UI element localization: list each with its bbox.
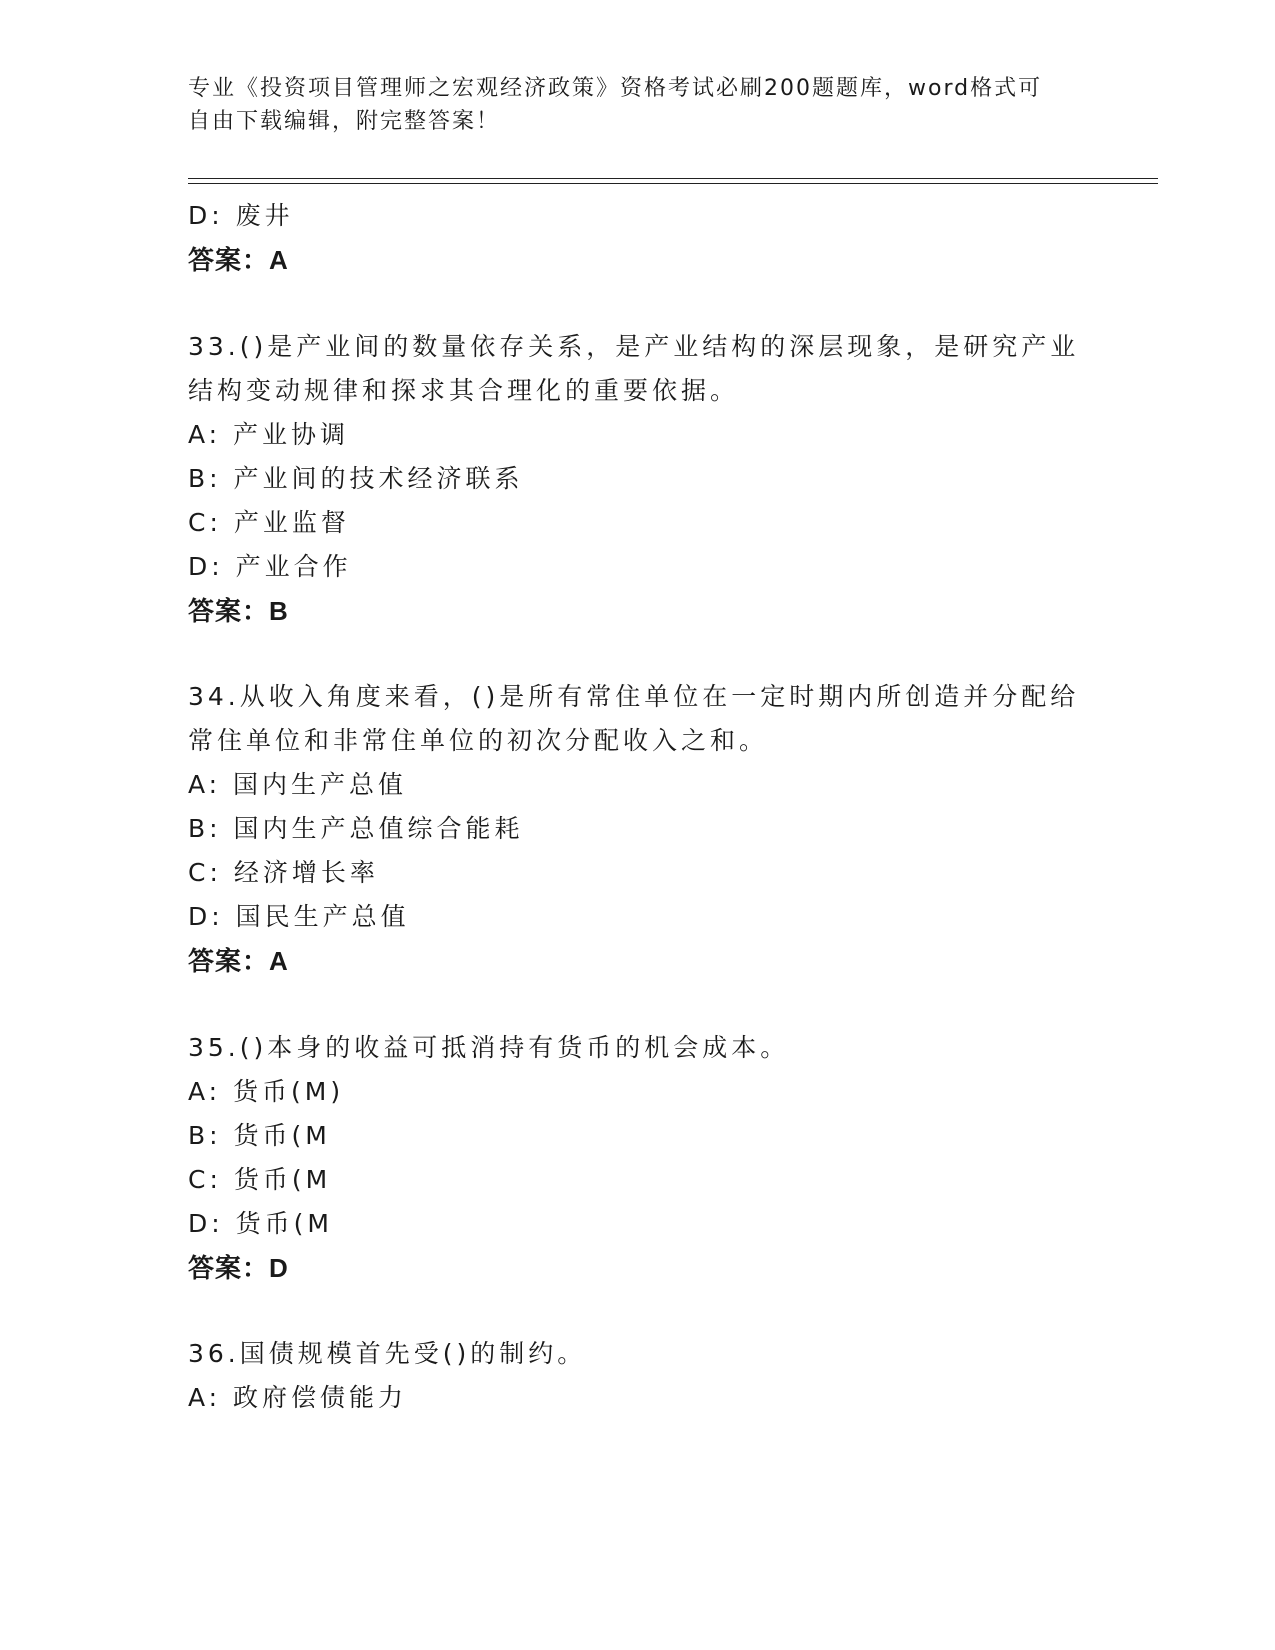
q34-option-b: B: 国内生产总值综合能耗 — [188, 814, 524, 843]
q33-option-b: B: 产业间的技术经济联系 — [188, 464, 524, 493]
q36-stem-line-1: 36.国债规模首先受()的制约。 — [188, 1339, 587, 1368]
q33-stem-line-2: 结构变动规律和探求其合理化的重要依据。 — [188, 376, 740, 405]
q34-stem-line-1: 34.从收入角度来看，()是所有常住单位在一定时期内所创造并分配给 — [188, 682, 1080, 711]
header-rule-bottom — [188, 183, 1158, 184]
q35-option-b: B: 货币(M — [188, 1121, 331, 1150]
q35-option-a: A: 货币(M) — [188, 1077, 345, 1106]
header-rule-top — [188, 178, 1158, 179]
header-line-2: 自由下载编辑，附完整答案！ — [188, 109, 501, 134]
q33-stem-line-1: 33.()是产业间的数量依存关系，是产业结构的深层现象，是研究产业 — [188, 332, 1080, 361]
q34-answer: 答案：A — [188, 946, 289, 976]
q33-option-d: D: 产业合作 — [188, 552, 352, 581]
document-header — [188, 72, 1088, 138]
q33-answer: 答案：B — [188, 596, 289, 626]
prev-answer: 答案：A — [188, 245, 289, 275]
q35-option-d: D: 货币(M — [188, 1209, 333, 1238]
q34-option-c: C: 经济增长率 — [188, 858, 379, 887]
q35-option-c: C: 货币(M — [188, 1165, 332, 1194]
prev-option-d: D: 废井 — [188, 201, 294, 230]
q34-option-d: D: 国民生产总值 — [188, 902, 410, 931]
header-line-1: 专业《投资项目管理师之宏观经济政策》资格考试必刷200题题库，word格式可 — [188, 76, 1043, 101]
q35-answer: 答案：D — [188, 1253, 289, 1283]
q34-option-a: A: 国内生产总值 — [188, 770, 408, 799]
q36-option-a: A: 政府偿债能力 — [188, 1383, 408, 1412]
q35-stem-line-1: 35.()本身的收益可抵消持有货币的机会成本。 — [188, 1033, 790, 1062]
q34-stem-line-2: 常住单位和非常住单位的初次分配收入之和。 — [188, 726, 769, 755]
q33-option-a: A: 产业协调 — [188, 420, 350, 449]
q33-option-c: C: 产业监督 — [188, 508, 350, 537]
